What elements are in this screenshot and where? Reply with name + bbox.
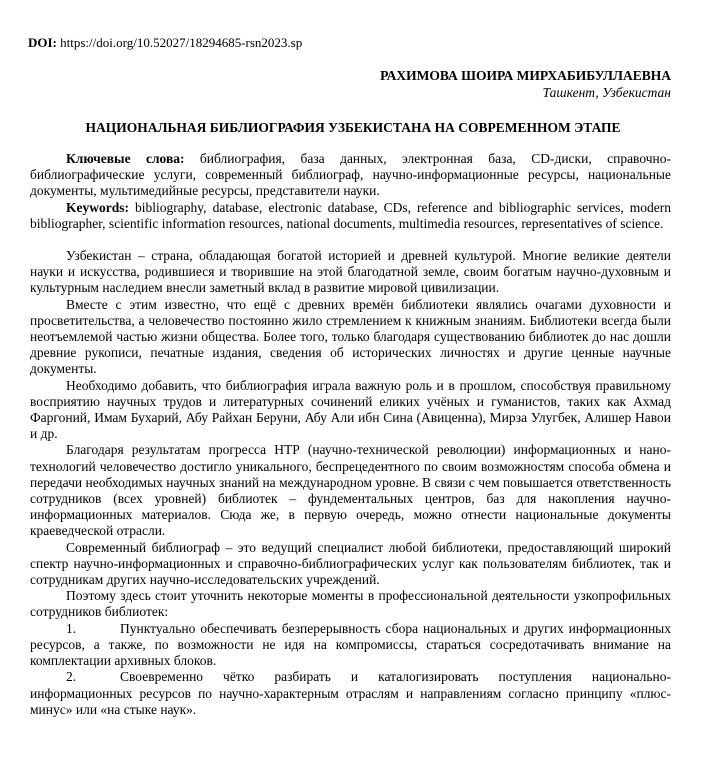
keywords-ru-label: Ключевые слова: bbox=[66, 151, 185, 166]
keywords-en-text: bibliography, database, electronic database, CDs, reference and bibliographic services, modern bibliographer, scientific information resources, national documents, multimedia resources, representatives of science. bbox=[30, 199, 671, 231]
doi-line bbox=[28, 35, 302, 51]
paragraph: Необходимо добавить, что библиография играла важную роль и в прошлом, способствуя правильному восприятию научных трудов и литературных сочинений еликих учёных и гуманистов, таких как Ахмад Фаргоний, Имам Бухарий, Абу Райхан Беруни, Абу Али ибн Сина (Авиценна), Мирза Улугбек, Алишер Навои и др. bbox=[30, 377, 671, 442]
list-item-text: Своевременно чётко разбирать и каталогизировать поступления национально-информационных ресурсов по научно-характерным отраслям и направлениям согласно принципу «плюс-минус» или «на стыке наук». bbox=[30, 669, 671, 717]
paper-body bbox=[30, 151, 671, 718]
paragraph: Современный библиограф – это ведущий специалист любой библиотеки, предоставляющий широкий спектр научно-информационных и справочно-библиографических услуг как пользователям библиотек, так и сотрудникам других научно-исследовательских учреждений. bbox=[30, 539, 671, 588]
paragraph: Узбекистан – страна, обладающая богатой историей и древней культурой. Многие великие деятели науки и искусства, родившиеся и творившие на этой благодатной земле, своим богатым научно-духовным и культурным наследием внесли заметный вклад в развитие мировой цивилизации. bbox=[30, 248, 671, 296]
list-item-number: 2. bbox=[66, 669, 77, 685]
doi-link[interactable]: https://doi.org/10.52027/18294685-rsn2023.sp bbox=[60, 35, 303, 50]
doi-label: DOI: bbox=[28, 35, 57, 50]
keywords-en-label: Keywords: bbox=[66, 199, 129, 215]
paragraph: Поэтому здесь стоит уточнить некоторые моменты в профессиональной деятельности узкопрофильных сотрудников библиотек: bbox=[30, 588, 671, 620]
list-item bbox=[30, 669, 671, 718]
author-location: Ташкент, Узбекистан bbox=[542, 85, 671, 100]
paragraph: Благодаря результатам прогресса НТР (научно-технической революции) информационных и нано-технологий человечество достигло уникального, беспрецедентного по своим возможностям способа обмена и передачи необходимых научных знаний на международном уровне. В связи с чем повышается ответственность сотрудников (всех уровней) библиотек – фундементальных центров, баз для накопления научно-информационных материалов. Сюда же, в первую очередь, можно отнести национальные документы краеведческой отрасли. bbox=[30, 442, 671, 539]
keywords-en bbox=[30, 200, 671, 232]
keywords-ru-text: библиография, база данных, электронная база, CD-диски, справочно-библиографические услуги, современный библиограф, научно-информационные ресурсы, национальные документы, мультимедийные ресурсы, представители науки. bbox=[30, 151, 671, 199]
list-item bbox=[30, 621, 671, 670]
keywords-ru bbox=[30, 151, 671, 200]
list-item-number: 1. bbox=[66, 620, 77, 636]
paper-title: НАЦИОНАЛЬНАЯ БИБЛИОГРАФИЯ УЗБЕКИСТАНА НА СОВРЕМЕННОМ ЭТАПЕ bbox=[85, 120, 621, 135]
author-name: РАХИМОВА ШОИРА МИРХАБИБУЛЛАЕВНА bbox=[380, 68, 671, 83]
list-item-text: Пунктуально обеспечивать безперерывность сбора национальных и других информационных ресурсов, а также, по возможности не идя на компромиссы, стараться сосредотачивать внимание на комплектации архивных блоков. bbox=[30, 620, 671, 669]
paragraph: Вместе с этим известно, что ещё с древних времён библиотеки являлись очагами духовности и просветительства, а человечество постоянно жило стремлением к книжным знаниям. Библиотеки всегда были неотъемлемой частью жизни общества. Более того, только благодаря существованию библиотек до нас дошли древние рукописи, печатные издания, сведения об исторических личностях и другие ценные научные документы. bbox=[30, 296, 671, 377]
